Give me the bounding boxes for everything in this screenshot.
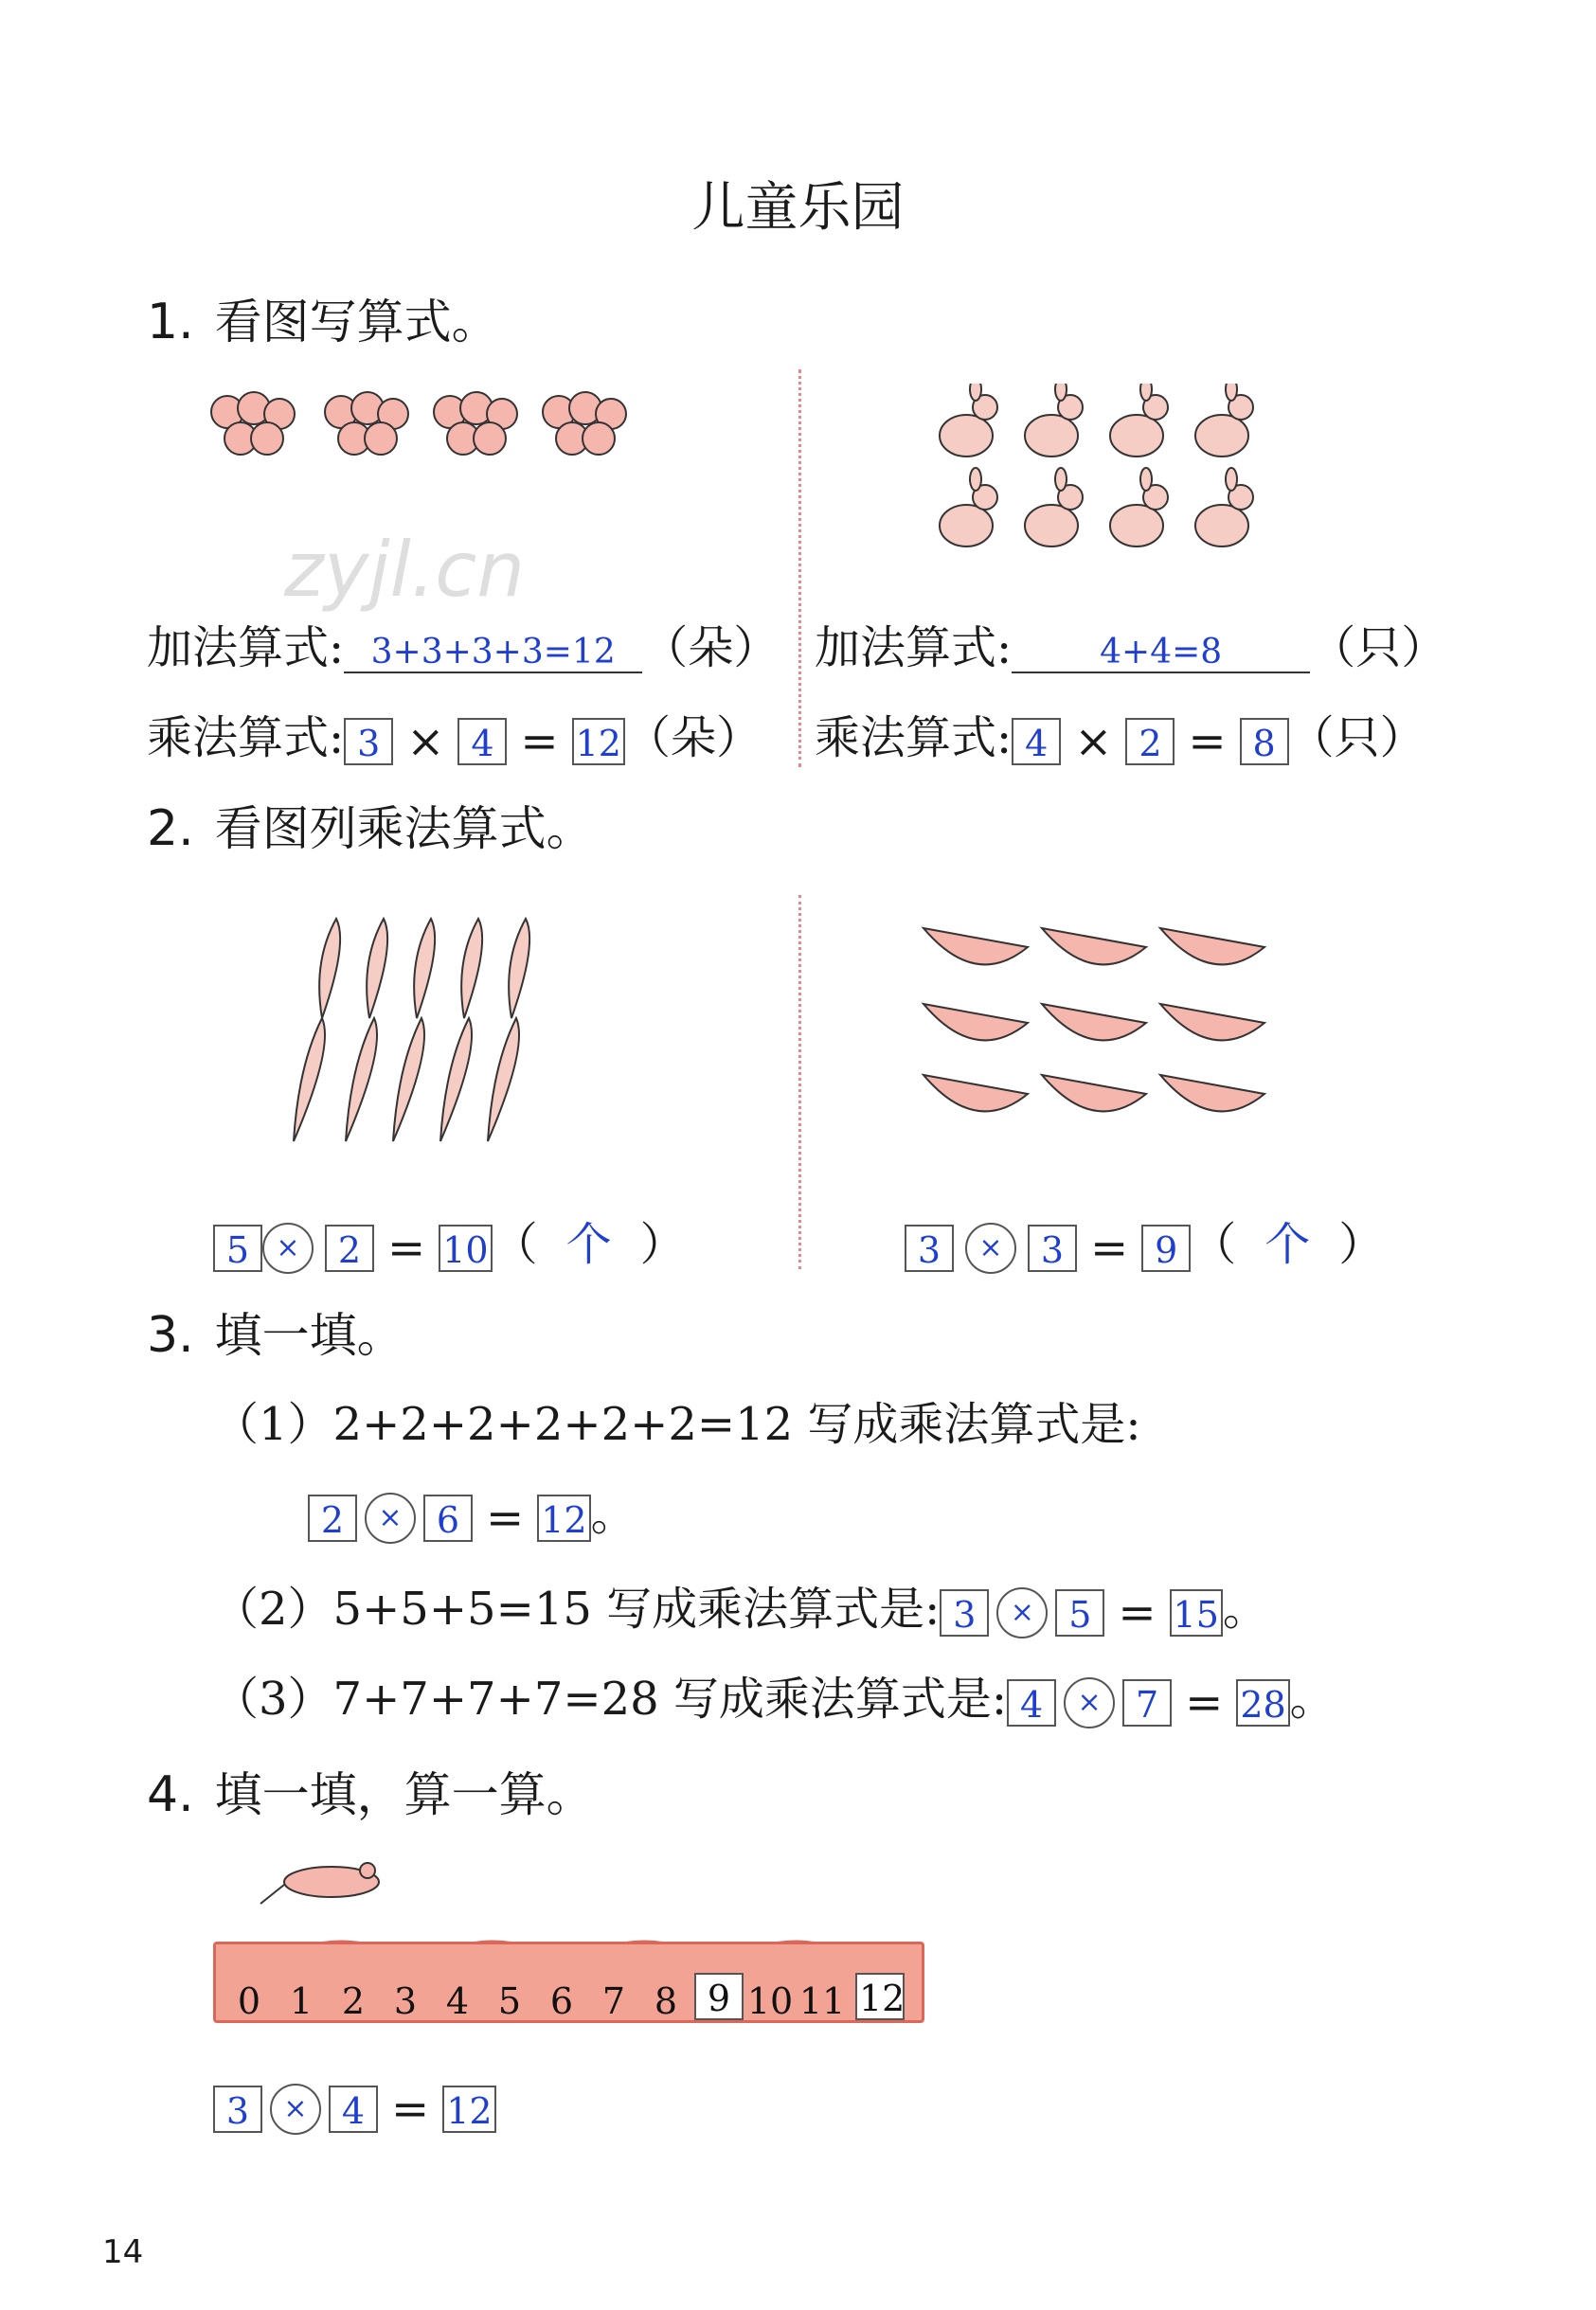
radish [414,919,435,1018]
times-sign: × [1074,714,1113,768]
rabbit [1110,468,1168,546]
q1-heading [147,284,499,352]
rabbit [940,384,997,457]
q3-item-3-prompt: （3）7+7+7+7=28 写成乘法算式是: [213,1673,1008,1726]
radish [346,1018,377,1141]
q3-heading [147,1298,404,1366]
radish [461,919,482,1018]
unit-label: （朵） [624,711,762,764]
watermelon-slice [1042,1075,1146,1111]
answer-box: 12 [537,1495,590,1542]
ruler-number: 2 [341,1980,366,2022]
rabbits-illustration [928,384,1279,564]
radish [367,919,387,1018]
watermelon-slice [924,1075,1028,1111]
operator-circle: × [965,1223,1016,1274]
watermelon-slice [1160,1075,1264,1111]
equals-sign: = [1118,1585,1157,1639]
answer-box: 2 [325,1225,374,1272]
unit-label: （只） [1310,621,1447,674]
radish [393,1018,424,1141]
equals-sign: = [1188,714,1227,768]
period: 。 [1222,1583,1268,1636]
q3-item-3 [213,1662,1336,1729]
q1-left-multiplication-row [147,701,762,768]
answer-box: 9 [1141,1225,1191,1272]
q2-left-equation [213,1208,686,1275]
watermelon-slice [1042,1004,1146,1040]
watermelon-slice [1160,928,1264,964]
answer-box: 28 [1236,1679,1289,1727]
q4-number: 4. [147,1766,194,1823]
q4-heading [147,1757,594,1825]
answer-box: 10 [439,1225,492,1272]
flower-group-4 [543,392,626,455]
q2-heading [147,791,594,859]
answer-box: 12 [572,718,625,765]
q1-divider [798,369,801,767]
answer-box: 2 [1125,718,1175,765]
answer-box: 6 [423,1495,473,1542]
q1-left-addition-row [147,611,779,676]
ruler-number: 1 [289,1980,314,2022]
q3-item-2-prompt: （2）5+5+5=15 写成乘法算式是: [213,1583,941,1636]
q2-text: 看图列乘法算式。 [214,801,594,856]
answer-box: 3 [940,1589,989,1637]
flower-group-2 [325,392,408,455]
answer-box: 2 [308,1495,357,1542]
equals-sign: = [520,714,559,768]
q2-number: 2. [147,800,194,857]
period: 。 [590,1488,637,1541]
radishes-illustration [284,904,568,1146]
answer-box: 3 [213,2086,262,2133]
open-paren: （ [492,1218,538,1271]
number-ruler [213,1942,924,2023]
equals-sign: = [486,1491,525,1545]
rabbit [1025,384,1083,457]
q1-number: 1. [147,294,194,350]
flower-group-3 [434,392,517,455]
open-paren: （ [1191,1218,1237,1271]
multiplication-label: 乘法算式: [815,711,1013,764]
addition-label: 加法算式: [147,621,345,674]
unit-label: （只） [1288,711,1426,764]
q1-right-addition-row [815,611,1446,676]
q4-text: 填一填，算一算。 [214,1767,594,1822]
answer-box: 12 [442,2086,495,2133]
watermelon-slice [1160,1004,1264,1040]
equals-sign: = [387,1221,426,1275]
answer-box: 8 [1240,718,1289,765]
rabbit [1195,384,1253,457]
ruler-number: 7 [601,1980,626,2022]
watermelon-slice [924,1004,1028,1040]
radish [488,1018,519,1141]
q1-text: 看图写算式。 [214,295,499,349]
watermelon-slice [1042,928,1146,964]
radish [294,1018,325,1141]
q3-number: 3. [147,1307,194,1364]
ruler-number: 10 [746,1980,794,2022]
close-paren: ） [1338,1218,1385,1271]
operator-circle: × [365,1493,416,1544]
q2-divider [798,895,801,1269]
answer-box: 5 [1055,1589,1104,1637]
ruler-number: 5 [497,1980,522,2022]
watermelon-slice [924,928,1028,964]
answer-box: 3 [1028,1225,1077,1272]
unit-answer: 个 [1264,1218,1311,1271]
ruler-answer-box: 9 [694,1973,744,2020]
ruler-number: 11 [798,1980,846,2022]
addition-answer: 4+4=8 [1012,633,1310,673]
addition-label: 加法算式: [815,621,1013,674]
equals-sign: = [391,2082,430,2136]
ruler-number: 0 [237,1980,261,2022]
operator-circle: × [262,1223,314,1274]
radish [509,919,529,1018]
q3-text: 填一填。 [214,1308,404,1363]
q3-item-1-equation [308,1477,637,1545]
addition-answer: 3+3+3+3=12 [344,633,642,673]
unit-answer: 个 [565,1218,612,1271]
unit-label: （朵） [642,621,780,674]
ruler-number: 8 [654,1980,678,2022]
radish [319,919,340,1018]
answer-box: 7 [1122,1679,1172,1727]
page-number: 14 [102,2233,144,2271]
answer-box: 4 [329,2086,378,2133]
answer-box: 4 [457,718,507,765]
q2-right-equation [905,1208,1384,1275]
ruler-number: 6 [549,1980,574,2022]
answer-box: 3 [344,718,393,765]
flowers-illustration [199,384,654,478]
answer-box: 15 [1170,1589,1223,1637]
operator-circle: × [996,1587,1048,1638]
rabbit [1110,384,1168,457]
ruler-number: 3 [393,1980,418,2022]
answer-box: 4 [1007,1679,1056,1727]
page-title: 儿童乐园 [691,177,905,239]
rabbit [1195,468,1253,546]
rabbit [1025,468,1083,546]
close-paren: ） [639,1218,686,1271]
q4-equation [213,2079,496,2136]
q3-item-2 [213,1572,1268,1639]
frog-illustration [256,1852,398,1908]
equals-sign: = [1090,1221,1129,1275]
period: 。 [1289,1673,1336,1726]
operator-circle: × [1064,1677,1115,1728]
rabbit [940,468,997,546]
equals-sign: = [1185,1675,1224,1729]
times-sign: × [406,714,445,768]
radish [440,1018,472,1141]
flower-group-1 [211,392,295,455]
watermark: zyjl.cn [284,526,525,614]
answer-box: 3 [905,1225,954,1272]
watermelons-illustration [919,923,1279,1137]
ruler-number: 4 [445,1980,470,2022]
q1-right-multiplication-row [815,701,1426,768]
multiplication-label: 乘法算式: [147,711,345,764]
answer-box: 4 [1012,718,1061,765]
ruler-answer-box: 12 [855,1973,905,2020]
operator-circle: × [270,2084,321,2135]
q3-item-1-prompt: （1）2+2+2+2+2+2=12 写成乘法算式是: [213,1398,1141,1451]
answer-box: 5 [213,1225,262,1272]
